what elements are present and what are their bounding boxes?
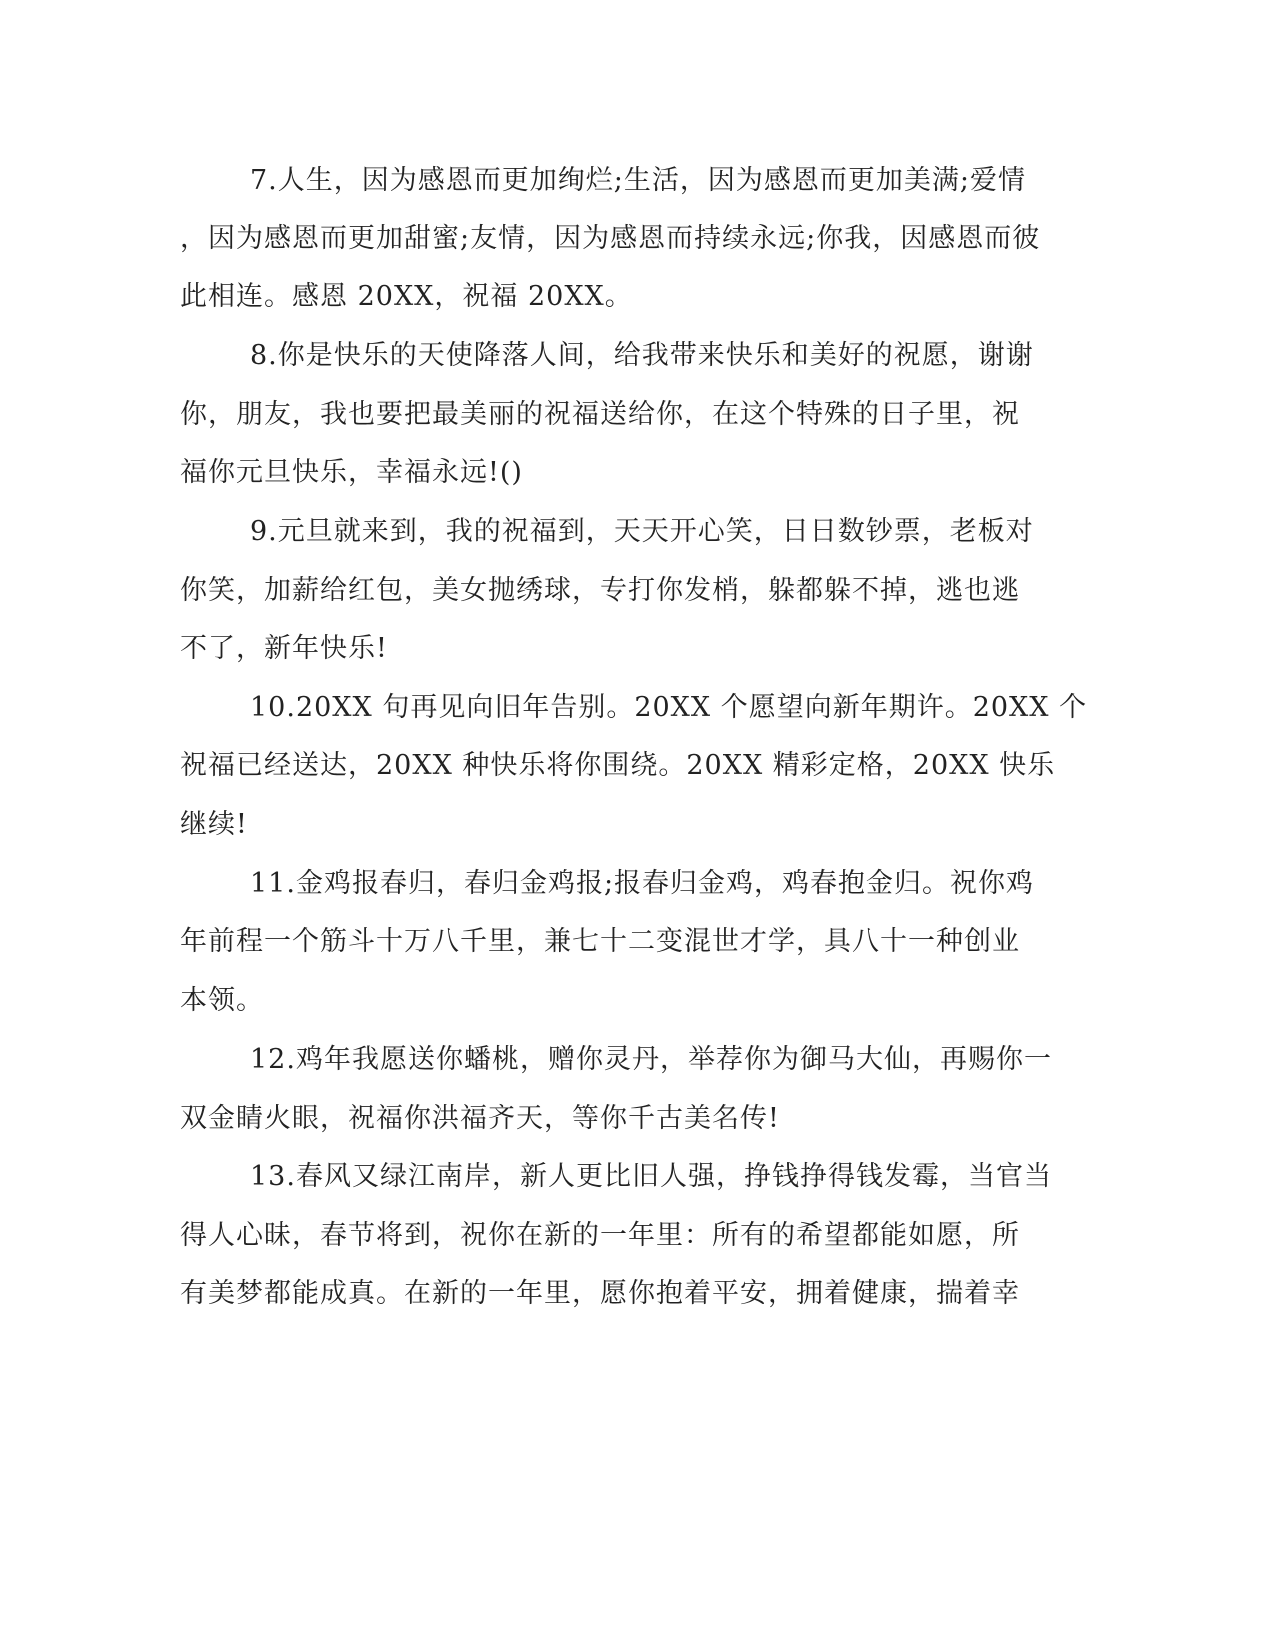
- paragraph-10-line-2: 祝福已经送达，20XX 种快乐将你围绕。20XX 精彩定格，20XX 快乐: [180, 750, 1056, 781]
- paragraph-8-line-3: 福你元旦快乐，幸福永远!(): [180, 457, 523, 488]
- paragraph-10-line-1: 10.20XX 句再见向旧年告别。20XX 个愿望向新年期许。20XX 个: [250, 692, 1088, 723]
- paragraph-7-line-2: ，因为感恩而更加甜蜜;友情，因为感恩而持续永远;你我，因感恩而彼: [180, 223, 1041, 254]
- paragraph-13-line-3: 有美梦都能成真。在新的一年里，愿你抱着平安，拥着健康，揣着幸: [180, 1278, 1020, 1309]
- paragraph-12-line-2: 双金睛火眼，祝福你洪福齐天，等你千古美名传!: [180, 1103, 780, 1134]
- paragraph-11-line-2: 年前程一个筋斗十万八千里，兼七十二变混世才学，具八十一种创业: [180, 926, 1020, 957]
- paragraph-8-line-1: 8.你是快乐的天使降落人间，给我带来快乐和美好的祝愿，谢谢: [250, 340, 1034, 371]
- paragraph-11-line-3: 本领。: [180, 985, 264, 1016]
- paragraph-13-line-1: 13.春风又绿江南岸，新人更比旧人强，挣钱挣得钱发霉，当官当: [250, 1161, 1052, 1192]
- paragraph-9-line-2: 你笑，加薪给红包，美女抛绣球，专打你发梢，躲都躲不掉，逃也逃: [180, 575, 1020, 606]
- paragraph-7-line-3: 此相连。感恩 20XX，祝福 20XX。: [180, 281, 633, 312]
- paragraph-9-line-3: 不了，新年快乐!: [180, 633, 388, 664]
- paragraph-8-line-2: 你，朋友，我也要把最美丽的祝福送给你，在这个特殊的日子里，祝: [180, 399, 1020, 430]
- paragraph-10-line-3: 继续!: [180, 809, 248, 840]
- paragraph-12-line-1: 12.鸡年我愿送你蟠桃，赠你灵丹，举荐你为御马大仙，再赐你一: [250, 1044, 1052, 1075]
- paragraph-13-line-2: 得人心昧，春节将到，祝你在新的一年里：所有的希望都能如愿，所: [180, 1220, 1020, 1251]
- paragraph-9-line-1: 9.元旦就来到，我的祝福到，天天开心笑，日日数钞票，老板对: [250, 516, 1034, 547]
- paragraph-11-line-1: 11.金鸡报春归，春归金鸡报;报春归金鸡，鸡春抱金归。祝你鸡: [250, 868, 1035, 899]
- paragraph-7-line-1: 7.人生，因为感恩而更加绚烂;生活，因为感恩而更加美满;爱情: [250, 165, 1026, 196]
